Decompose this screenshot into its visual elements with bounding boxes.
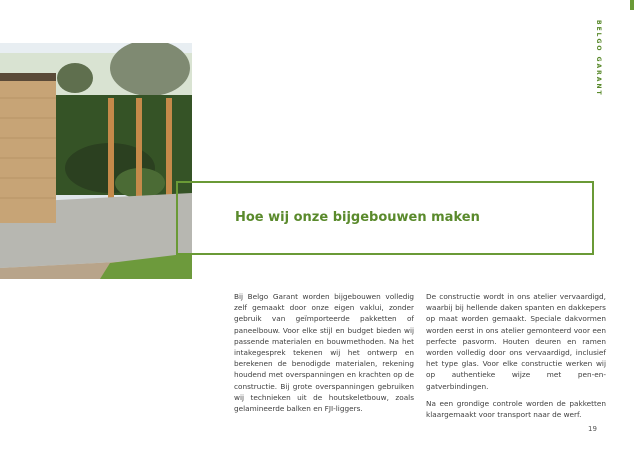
paragraph: Bij Belgo Garant worden bijgebouwen volledig zelf gemaakt door onze eigen vaklui, zonder gebruik van geïmporteerde pakketten of paneelbouw. Voor elke stijl en budget bieden wij passende materialen en bouwmethoden. Na het intakegesprek tekenen wij het ontwerp en berekenen de benodigde materialen, rekening houdend met overspanningen en krachten op de constructie. Bij grote overspanningen gebruiken wij technieken uit de houtskeletbouw, zoals gelamineerde balken en FJI-liggers. <box>234 292 414 414</box>
text-column-1 <box>234 291 414 420</box>
page-number: 19 <box>588 425 597 433</box>
brand-accent-bar <box>630 0 634 10</box>
text-column-2 <box>426 291 606 426</box>
paragraph: Na een grondige controle worden de pakketten klaargemaakt voor transport naar de werf. <box>426 398 606 420</box>
brand-label: BELGO GARANT <box>595 20 602 97</box>
garden-photo <box>0 43 192 279</box>
paragraph: De constructie wordt in ons atelier vervaardigd, waarbij bij hellende daken spanten en dakkepers op maat worden gemaakt. Speciale dakvormen worden eerst in ons atelier gemonteerd voor een perfecte pasvorm. Houten deuren en ramen worden volledig door ons vervaardigd, inclusief het type glas. Voor elke constructie werken wij op authentieke wijze met pen-en-gatverbindingen. <box>426 292 606 391</box>
page-title: Hoe wij onze bijgebouwen maken <box>235 210 480 225</box>
